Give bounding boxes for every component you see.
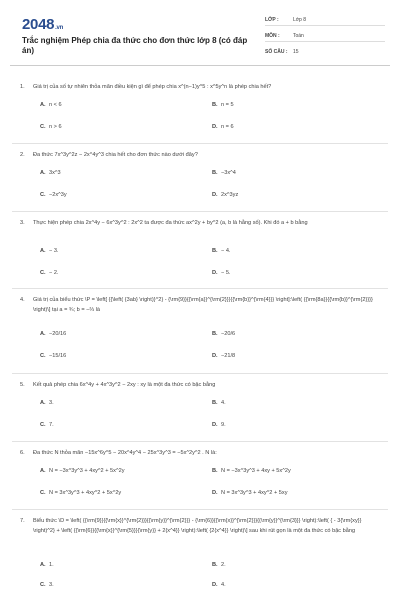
question-number: 3.	[20, 220, 25, 226]
option-letter: B.	[212, 331, 218, 337]
question-stem: Giá trị của số tự nhiên thỏa mãn điều kiện gì để phép chia x^(n−1)y^5 : x^5y^n là phép chia hết?	[33, 84, 272, 90]
option-text: − 4.	[221, 248, 231, 254]
option-text: 2.	[221, 562, 226, 568]
option-letter: D.	[212, 192, 218, 198]
question-5	[20, 380, 385, 440]
option-letter: D.	[212, 582, 218, 588]
option-letter: D.	[212, 422, 218, 428]
option-letter: A.	[40, 170, 46, 176]
option-text: N = 3x^3y^3 + 4xy^2 + 5xy	[221, 490, 288, 496]
question-stem: Đa thức N thỏa mãn −15x^6y^5 − 20x^4y^4 − 25x^3y^3 = −5x^2y^2 . N là:	[33, 450, 217, 456]
question-1	[20, 82, 385, 142]
option-text: N = 3x^3y^3 + 4xy^2 + 5x^2y	[49, 490, 122, 496]
option-text: −3x^4	[221, 170, 236, 176]
option-letter: D.	[212, 490, 218, 496]
question-number: 5.	[20, 382, 25, 388]
question-number: 1.	[20, 84, 25, 90]
site-logo[interactable]	[22, 16, 63, 33]
option-letter: A.	[40, 331, 46, 337]
option-letter: C.	[40, 422, 46, 428]
option-letter: C.	[40, 270, 46, 276]
meta-value: 15	[293, 49, 299, 55]
meta-key: MÔN :	[265, 33, 280, 39]
quiz-header	[10, 8, 390, 66]
question-7	[20, 516, 385, 596]
question-2	[20, 150, 385, 210]
meta-value: Lớp 8	[293, 17, 307, 23]
option-letter: C.	[40, 490, 46, 496]
question-stem: Kết quả phép chia 6x^4y + 4x^3y^2 − 2xy : xy là một đa thức có bậc bằng	[33, 382, 216, 388]
option-letter: C.	[40, 353, 46, 359]
option-text: 2x^3yz	[221, 192, 239, 198]
option-text: 3.	[49, 582, 54, 588]
question-6	[20, 448, 385, 508]
option-text: 4.	[221, 400, 226, 406]
option-letter: A.	[40, 248, 46, 254]
option-text: −21/8	[221, 353, 236, 359]
option-text: n = 6	[221, 124, 234, 130]
logo-suffix: .vn	[55, 25, 63, 31]
question-stem: Đa thức 7x^3y^2z − 2x^4y^3 chia hết cho đơn thức nào dưới đây?	[33, 152, 198, 158]
option-text: 3.	[49, 400, 54, 406]
option-text: 4.	[221, 582, 226, 588]
option-text: 3x^3	[49, 170, 61, 176]
meta-subject	[265, 32, 385, 42]
question-stem: Giá trị của biểu thức \P = \left[ {{\left( {3ab} \right)}^2} - {\rm{9}}{{\rm{a}}^{\rm{2}}}{{\rm{b}}^{\rm{4}}} \right]:\left( {{\rm{8a}}{{\rm{b}}^{\rm{2}}}} \right)\] tại a = ¾; b = −⅔ là	[33, 297, 373, 313]
question-divider	[12, 373, 388, 374]
question-divider	[12, 211, 388, 212]
meta-divider	[265, 25, 385, 26]
question-divider	[12, 288, 388, 289]
option-text: N = −3x^3y^3 + 4xy + 5x^2y	[221, 468, 291, 474]
option-letter: A.	[40, 102, 46, 108]
option-text: 9.	[221, 422, 226, 428]
option-letter: A.	[40, 562, 46, 568]
option-text: 1.	[49, 562, 54, 568]
logo-text: 2048	[22, 16, 55, 33]
option-text: −20/6	[221, 331, 236, 337]
quiz-title: Trắc nghiệm Phép chia đa thức cho đơn thức lớp 8 (có đáp án)	[22, 36, 248, 55]
option-letter: B.	[212, 248, 218, 254]
option-text: −20/16	[49, 331, 67, 337]
option-text: n < 6	[49, 102, 62, 108]
option-text: − 3.	[49, 248, 59, 254]
option-text: −2x^3y	[49, 192, 67, 198]
option-letter: C.	[40, 124, 46, 130]
meta-grade	[265, 16, 385, 26]
option-letter: B.	[212, 400, 218, 406]
meta-count	[265, 48, 385, 58]
question-number: 2.	[20, 152, 25, 158]
option-letter: B.	[212, 102, 218, 108]
option-letter: A.	[40, 468, 46, 474]
option-letter: D.	[212, 270, 218, 276]
question-stem: Biểu thức \D = \left( {{\rm{9}}{{\rm{x}}^{\rm{2}}}{{\rm{y}}^{\rm{2}}} - {\rm{6}}{{\rm{x}}^{\rm{2}}}{{\rm{y}}^{\rm{3}}} \right):\left( { - 3{\rm{xy}} \right)^2} + \left( {{\rm{6}}{{\rm{x}}^{\rm{5}}}{\rm{y}} + 2{x^4}} \right):\left( {2{x^4}} \right)\] sau khi rút gọn là một đa thức có bậc bằng	[33, 518, 362, 534]
meta-key: LỚP :	[265, 17, 279, 23]
meta-value: Toán	[293, 33, 304, 39]
option-text: N = −3x^3y^3 + 4xy^2 + 5x^2y	[49, 468, 125, 474]
option-text: − 2.	[49, 270, 59, 276]
question-stem: Thực hiện phép chia 2x^4y − 6x^3y^2 : 2x^2 ta được đa thức ax^2y + by^2 (a, b là hằng số). Khi đó a + b bằng	[33, 220, 308, 226]
meta-key: SỐ CÂU :	[265, 49, 288, 55]
option-text: 7.	[49, 422, 54, 428]
question-4	[20, 295, 385, 373]
question-divider	[12, 143, 388, 144]
option-letter: B.	[212, 170, 218, 176]
option-letter: C.	[40, 582, 46, 588]
question-divider	[12, 509, 388, 510]
option-text: n > 6	[49, 124, 62, 130]
option-letter: B.	[212, 562, 218, 568]
meta-divider	[265, 41, 385, 42]
option-letter: D.	[212, 124, 218, 130]
option-text: −15/16	[49, 353, 67, 359]
option-letter: C.	[40, 192, 46, 198]
option-letter: B.	[212, 468, 218, 474]
question-number: 4.	[20, 297, 25, 303]
option-text: − 5.	[221, 270, 231, 276]
option-text: n = 5	[221, 102, 234, 108]
question-divider	[12, 441, 388, 442]
question-number: 7.	[20, 518, 25, 524]
option-letter: D.	[212, 353, 218, 359]
question-3	[20, 218, 385, 288]
question-number: 6.	[20, 450, 25, 456]
option-letter: A.	[40, 400, 46, 406]
